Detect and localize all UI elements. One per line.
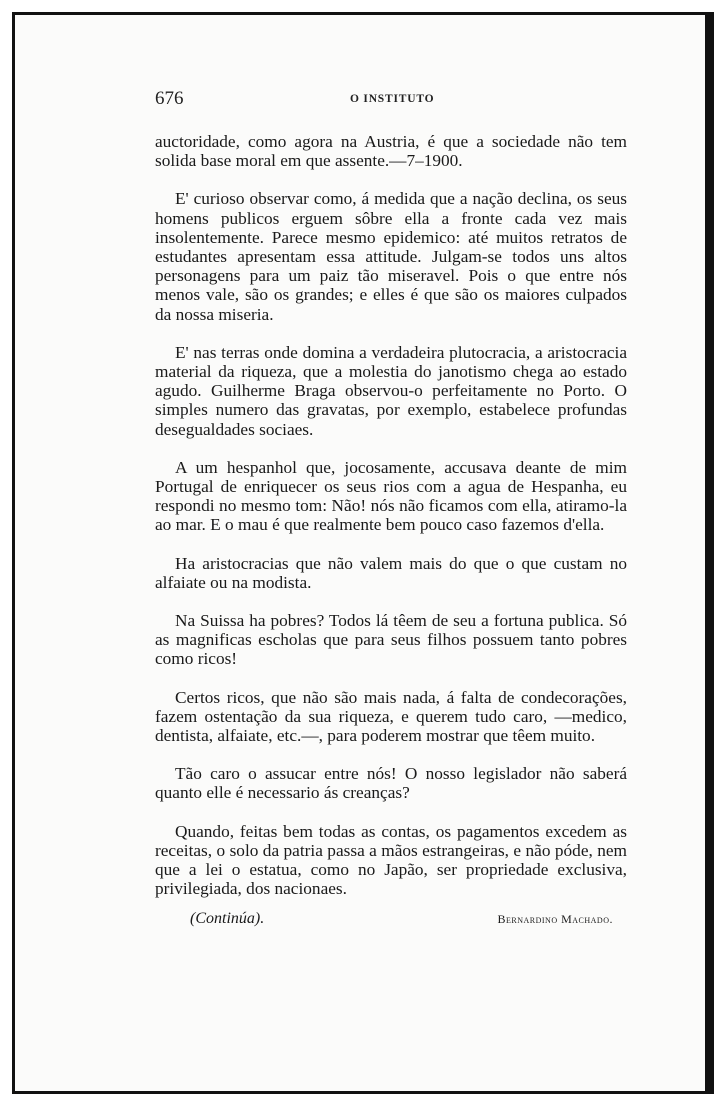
paragraph: Quando, feitas bem todas as contas, os pagamentos excedem as receitas, o solo da patria passa a mãos estrangeiras, e não póde, nem que a lei o estatua, como no Japão, ser propriedade exclusiva, privilegiada, dos nacionaes. <box>155 821 627 899</box>
signature-row <box>155 908 627 932</box>
paragraph: Tão caro o assucar entre nós! O nosso legislador não saberá quanto elle é necessario ás creanças? <box>155 764 627 803</box>
document-page <box>155 90 627 932</box>
page-number: 676 <box>155 88 184 109</box>
running-head: O INSTITUTO <box>350 93 435 105</box>
paragraph: auctoridade, como agora na Austria, é que a sociedade não tem solida base moral em que assente.—7–1900. <box>155 132 627 171</box>
paragraph: E' curioso observar como, á medida que a nação declina, os seus homens publicos erguem sôbre ella a fronte cada vez mais insolentemente. Parece mesmo epidemico: até muitos retratos de estudantes apresentam essa attitude. Julgam-se todos uns altos personagens para um paiz tão miseravel. Pois o que entre nós menos vale, são os grandes; e elles é que são os maiores culpados da nossa miseria. <box>155 189 627 324</box>
page-header <box>155 90 627 118</box>
paragraph: A um hespanhol que, jocosamente, accusava deante de mim Portugal de enriquecer os seus rios com a agua de Hespanha, eu respondi no mesmo tom: Não! nós não ficamos com ella, atiramo-la ao mar. E o mau é que realmente bem pouco caso fazemos d'ella. <box>155 457 627 535</box>
scan-edge <box>708 12 714 1094</box>
paragraph: Ha aristocracias que não valem mais do que o que custam no alfaiate ou na modista. <box>155 553 627 592</box>
paragraph: E' nas terras onde domina a verdadeira plutocracia, a aristocracia material da riqueza, que a molestia do janotismo chega ao estado agudo. Guilherme Braga observou-o perfeitamente no Porto. O simples numero das gravatas, por exemplo, estabelece profundas desegualdades sociaes. <box>155 342 627 439</box>
continua-note: (Continúa). <box>190 909 265 927</box>
paragraph: Certos ricos, que não são mais nada, á falta de condecorações, fazem ostentação da sua riqueza, e querem tudo caro, —medico, dentista, alfaiate, etc.—, para poderem mostrar que têem muito. <box>155 687 627 746</box>
paragraph: Na Suissa ha pobres? Todos lá têem de seu a fortuna publica. Só as magnificas escholas que para seus filhos possuem tanto pobres como ricos! <box>155 611 627 669</box>
author-signature: Bernardino Machado. <box>497 911 613 926</box>
